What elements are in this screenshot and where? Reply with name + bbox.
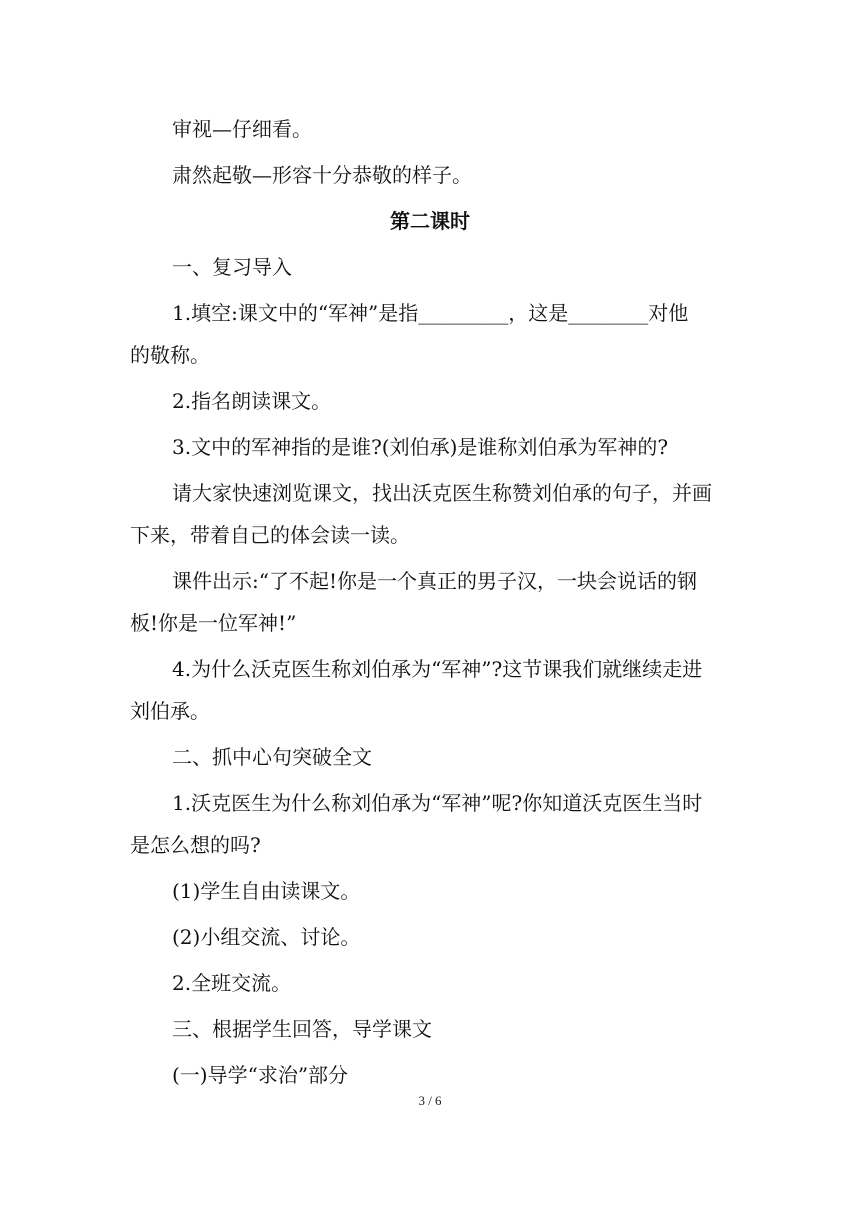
list-item-group-discussion: (2)小组交流、讨论。	[172, 925, 361, 949]
subsection-heading-qiuzhi: (一)导学“求治”部分	[172, 1063, 349, 1087]
paragraph-class-exchange: 2.全班交流。	[172, 971, 292, 995]
section-heading-review: 一、复习导入	[172, 255, 292, 279]
paragraph-why-junshen-continued: 刘伯承。	[130, 699, 210, 723]
paragraph-why-junshen: 4.为什么沃克医生称刘伯承为“军神”?这节课我们就继续走进	[172, 657, 703, 681]
paragraph-read-aloud: 2.指名朗读课文。	[172, 389, 332, 413]
page-number: 3 / 6	[418, 1093, 442, 1108]
paragraph-browse-text-continued: 下来，带着自己的体会读一读。	[130, 523, 410, 547]
section-heading-central-sentence: 二、抓中心句突破全文	[172, 745, 372, 769]
paragraph-courseware: 课件出示:“了不起!你是一个真正的男子汉，一块会说话的钢	[172, 569, 697, 593]
section-title: 第二课时	[390, 209, 470, 233]
paragraph-fill-blank-continued: 的敬称。	[130, 343, 210, 367]
list-item-free-reading: (1)学生自由读课文。	[172, 879, 361, 903]
paragraph-courseware-continued: 板!你是一位军神!”	[130, 611, 297, 635]
paragraph-question: 3.文中的军神指的是谁?(刘伯承)是谁称刘伯承为军神的?	[172, 435, 669, 459]
paragraph-doctor-question: 1.沃克医生为什么称刘伯承为“军神”呢?你知道沃克医生当时	[172, 791, 703, 815]
definition-line-surangqijing: 肃然起敬—形容十分恭敬的样子。	[172, 163, 472, 187]
paragraph-doctor-question-continued: 是怎么想的吗?	[130, 833, 261, 857]
section-heading-guide-text: 三、根据学生回答，导学课文	[172, 1017, 432, 1041]
definition-line-shenshi: 审视—仔细看。	[172, 117, 312, 141]
paragraph-fill-blank: 1.填空:课文中的“军神”是指_________，这是________对他	[172, 301, 689, 325]
paragraph-browse-text: 请大家快速浏览课文，找出沃克医生称赞刘伯承的句子，并画	[172, 481, 712, 505]
